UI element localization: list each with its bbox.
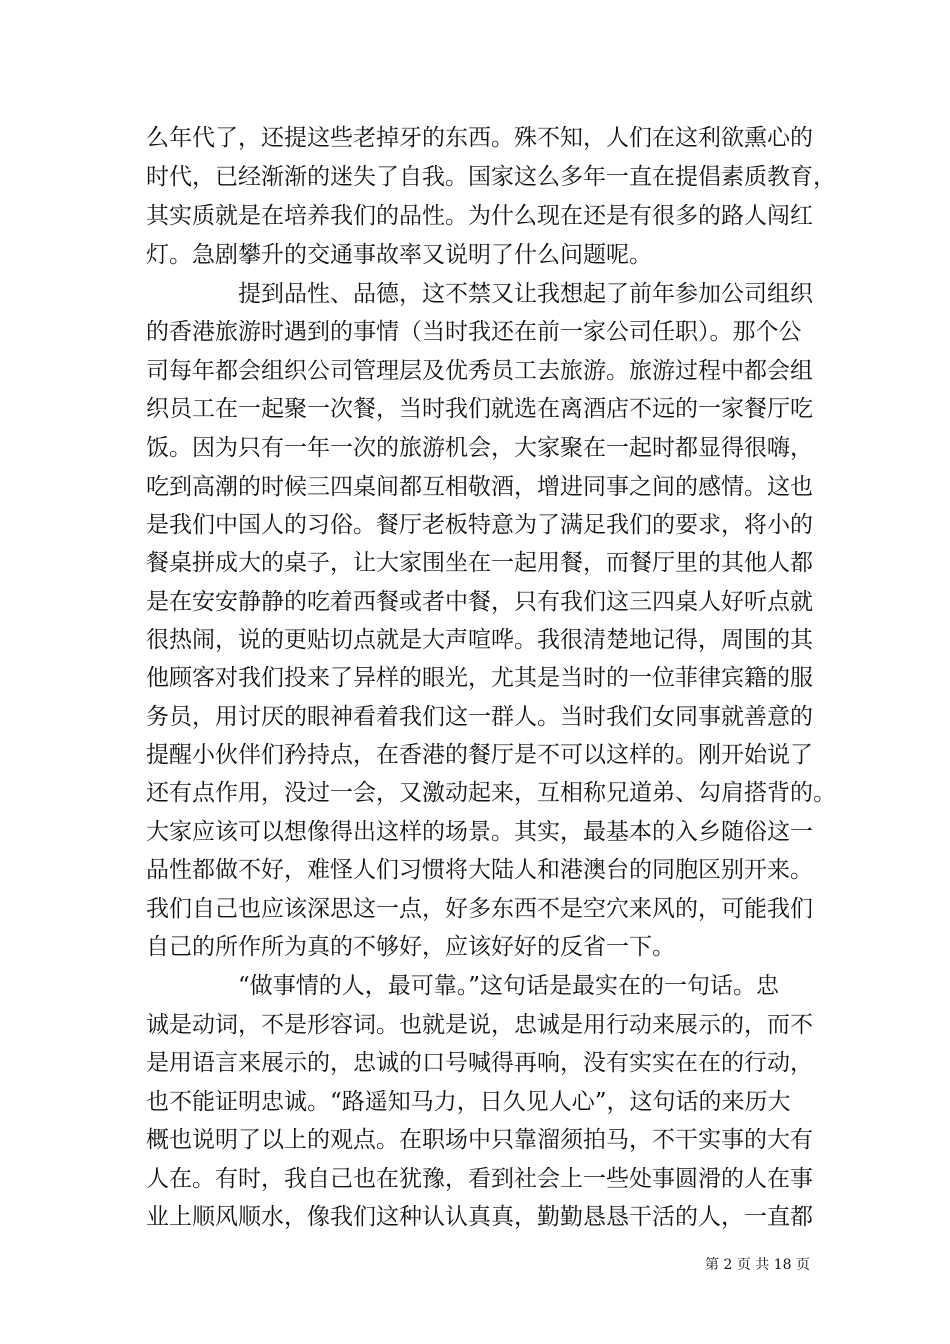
text-line: 是我们中国人的习俗。餐厅老板特意为了满足我们的要求，将小的 bbox=[146, 512, 813, 538]
text-line: 餐桌拼成大的桌子，让大家围坐在一起用餐，而餐厅里的其他人都 bbox=[146, 550, 813, 576]
text-line: 其实质就是在培养我们的品性。为什么现在还是有很多的路人闯红 bbox=[146, 203, 813, 229]
text-line: 还有点作用，没过一会，又激动起来，互相称兄道弟、勾肩搭背的。 bbox=[146, 780, 836, 806]
text-line: 是用语言来展示的，忠诚的口号喊得再响，没有实实在在的行动， bbox=[146, 1050, 813, 1076]
text-line: 么年代了，还提这些老掉牙的东西。殊不知，人们在这利欲熏心的 bbox=[146, 125, 813, 151]
text-line: 概也说明了以上的观点。在职场中只靠溜须拍马，不干实事的大有 bbox=[146, 1127, 813, 1153]
text-line: 织员工在一起聚一次餐，当时我们就选在离酒店不远的一家餐厅吃 bbox=[146, 396, 813, 422]
text-line: 也不能证明忠诚。“路遥知马力，日久见人心”，这句话的来历大 bbox=[146, 1089, 791, 1115]
text-line: 饭。因为只有一年一次的旅游机会，大家聚在一起时都显得很嗨， bbox=[146, 435, 813, 461]
paragraph-start-line: 提到品性、品德，这不禁又让我想起了前年参加公司组织 bbox=[238, 281, 813, 307]
text-line: 提醒小伙伴们矜持点，在香港的餐厅是不可以这样的。刚开始说了 bbox=[146, 742, 813, 768]
text-line: 我们自己也应该深思这一点，好多东西不是空穴来风的，可能我们 bbox=[146, 896, 813, 922]
text-line: 品性都做不好，难怪人们习惯将大陆人和港澳台的同胞区别开来。 bbox=[146, 857, 813, 883]
text-line: 司每年都会组织公司管理层及优秀员工去旅游。旅游过程中都会组 bbox=[146, 358, 813, 384]
text-line: 自己的所作所为真的不够好，应该好好的反省一下。 bbox=[146, 934, 675, 960]
text-line: 时代，已经渐渐的迷失了自我。国家这么多年一直在提倡素质教育， bbox=[146, 164, 836, 190]
text-line: 是在安安静静的吃着西餐或者中餐，只有我们这三四桌人好听点就 bbox=[146, 589, 813, 615]
text-line: 灯。急剧攀升的交通事故率又说明了什么问题呢。 bbox=[146, 242, 652, 268]
text-line: 吃到高潮的时候三四桌间都互相敬酒，增进同事之间的感情。这也 bbox=[146, 474, 813, 500]
text-line: 诚是动词，不是形容词。也就是说，忠诚是用行动来展示的，而不 bbox=[146, 1012, 813, 1038]
text-line: 大家应该可以想像得出这样的场景。其实，最基本的入乡随俗这一 bbox=[146, 819, 813, 845]
paragraph-start-line: “做事情的人，最可靠。”这句话是最实在的一句话。忠 bbox=[238, 973, 780, 999]
page-number-footer: 第 2 页 共 18 页 bbox=[705, 1257, 810, 1273]
text-line: 很热闹，说的更贴切点就是大声喧哗。我很清楚地记得，周围的其 bbox=[146, 627, 813, 653]
text-line: 的香港旅游时遇到的事情（当时我还在前一家公司任职）。那个公 bbox=[146, 319, 802, 345]
text-line: 他顾客对我们投来了异样的眼光，尤其是当时的一位菲律宾籍的服 bbox=[146, 665, 813, 691]
text-line: 业上顺风顺水，像我们这种认认真真，勤勤恳恳干活的人，一直都 bbox=[146, 1204, 813, 1230]
text-line: 务员，用讨厌的眼神看着我们这一群人。当时我们女同事就善意的 bbox=[146, 704, 813, 730]
text-line: 人在。有时，我自己也在犹豫，看到社会上一些处事圆滑的人在事 bbox=[146, 1166, 813, 1192]
